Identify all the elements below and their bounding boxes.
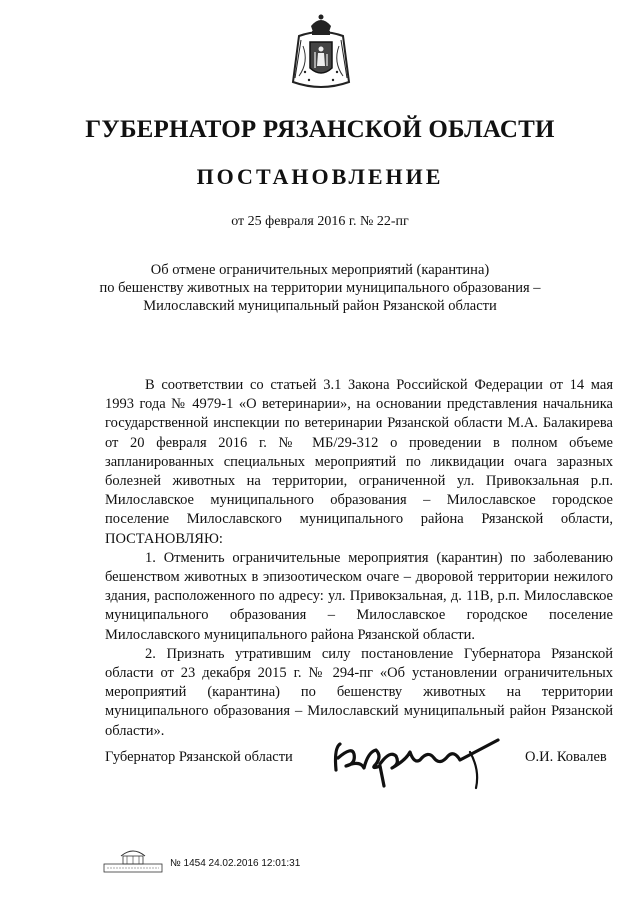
- body-intro-paragraph: В соответствии со статьей 3.1 Закона Российской Федерации от 14 мая 1993 года № 4979-1 «О ветеринарии», на основании представления начальника государственной инспекции по ветеринарии Рязанской области М.А. Балакирева от 20 февраля 2016 г. № МБ/29-312 о проведении в полном объеме запланированных специальных мероприятий по ликвидации очага заразных болезней животных на территории, ограниченной ул. Привокзальная р.п. Милославское муниципального образования – Милославское городское поселение Милославского муниципального района Рязанской области, ПОСТАНОВЛЯЮ:: [105, 377, 613, 547]
- signatory-name: О.И. Ковалев: [525, 749, 607, 765]
- issuing-authority: ГУБЕРНАТОР РЯЗАНСКОЙ ОБЛАСТИ: [85, 116, 555, 143]
- registration-stamp: № 1454 24.02.2016 12:01:31: [170, 858, 301, 869]
- body-item-2: 2. Признать утратившим силу постановление Губернатора Рязанской области от 23 декабря 2015 г. № 294-пг «Об установлении ограничительных мероприятий (карантина) по бешенству животных на территории муниципального образования – Милославский муниципальный район Рязанской области».: [105, 645, 613, 739]
- subject-line: Милославский муниципальный район Рязанской области: [143, 298, 497, 314]
- document-body: [105, 376, 613, 741]
- body-item-1: 1. Отменить ограничительные мероприятия (карантин) по заболеванию бешенством животных в эпизоотическом очаге – дворовой территории нежилого здания, расположенного по адресу: ул. Привокзальная, д. 11В, р.п. Милославское муниципального образования – Милославское городское поселение Милославского муниципального района Рязанской области.: [105, 549, 613, 643]
- document-subject: [0, 261, 640, 315]
- coat-of-arms-icon: [289, 12, 353, 92]
- registry-stamp-icon: [103, 848, 163, 875]
- document-date-number: от 25 февраля 2016 г. № 22-пг: [231, 214, 409, 229]
- subject-line: Об отмене ограничительных мероприятий (карантина): [150, 262, 490, 278]
- subject-line: по бешенству животных на территории муниципального образования –: [99, 280, 541, 296]
- handwritten-signature: [330, 730, 505, 792]
- document-type: ПОСТАНОВЛЕНИЕ: [196, 164, 444, 189]
- signatory-title: Губернатор Рязанской области: [105, 749, 293, 765]
